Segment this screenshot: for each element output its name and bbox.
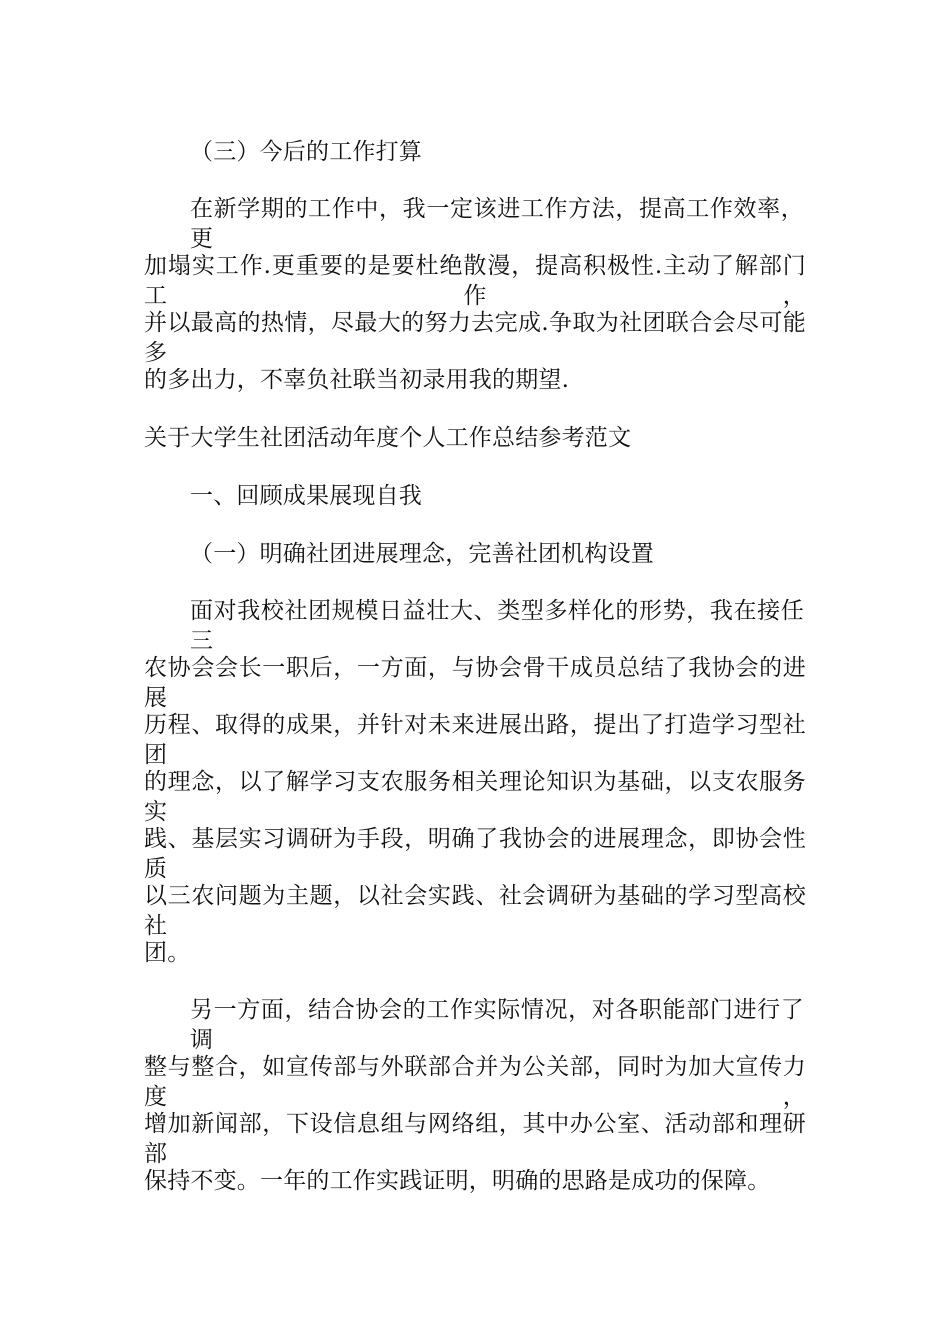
- section-three-heading: （三）今后的工作打算: [190, 139, 422, 165]
- paragraph-line: 在新学期的工作中，我一定该进工作方法，提高工作效率，更: [190, 196, 804, 252]
- part-one-heading: 一、回顾成果展现自我: [190, 483, 422, 509]
- paragraph-line: 加塌实工作.更重要的是要杜绝散漫，提高积极性.主动了解部门工作，: [144, 253, 806, 309]
- paragraph-line: 另一方面，结合协会的工作实际情况，对各职能部门进行了调: [190, 997, 804, 1053]
- subsection-one-heading: （一）明确社团进展理念，完善社团机构设置: [190, 541, 654, 567]
- paragraph-line: 面对我校社团规模日益壮大、类型多样化的形势，我在接任三: [190, 598, 804, 654]
- article-title: 关于大学生社团活动年度个人工作总结参考范文: [144, 425, 632, 451]
- paragraph-line: 践、基层实习调研为手段，明确了我协会的进展理念，即协会性质: [144, 826, 806, 882]
- paragraph-line: 保持不变。一年的工作实践证明，明确的思路是成功的保障。: [144, 1168, 771, 1194]
- paragraph-line: 历程、取得的成果，并针对未来进展出路，提出了打造学习型社团: [144, 712, 806, 768]
- paragraph-line: 的理念，以了解学习支农服务相关理论知识为基础，以支农服务实: [144, 769, 806, 825]
- paragraph-line: 并以最高的热情，尽最大的努力去完成.争取为社团联合会尽可能多: [144, 310, 806, 366]
- paragraph-line: 整与整合，如宣传部与外联部合并为公关部，同时为加大宣传力度，: [144, 1054, 806, 1110]
- paragraph-line: 农协会会长一职后，一方面，与协会骨干成员总结了我协会的进展: [144, 655, 806, 711]
- paragraph-line: 增加新闻部，下设信息组与网络组，其中办公室、活动部和理研部: [144, 1111, 806, 1167]
- paragraph-line: 以三农问题为主题，以社会实践、社会调研为基础的学习型高校社: [144, 883, 806, 939]
- paragraph-line: 团。: [144, 940, 191, 966]
- paragraph-line: 的多出力，不辜负社联当初录用我的期望.: [144, 367, 570, 393]
